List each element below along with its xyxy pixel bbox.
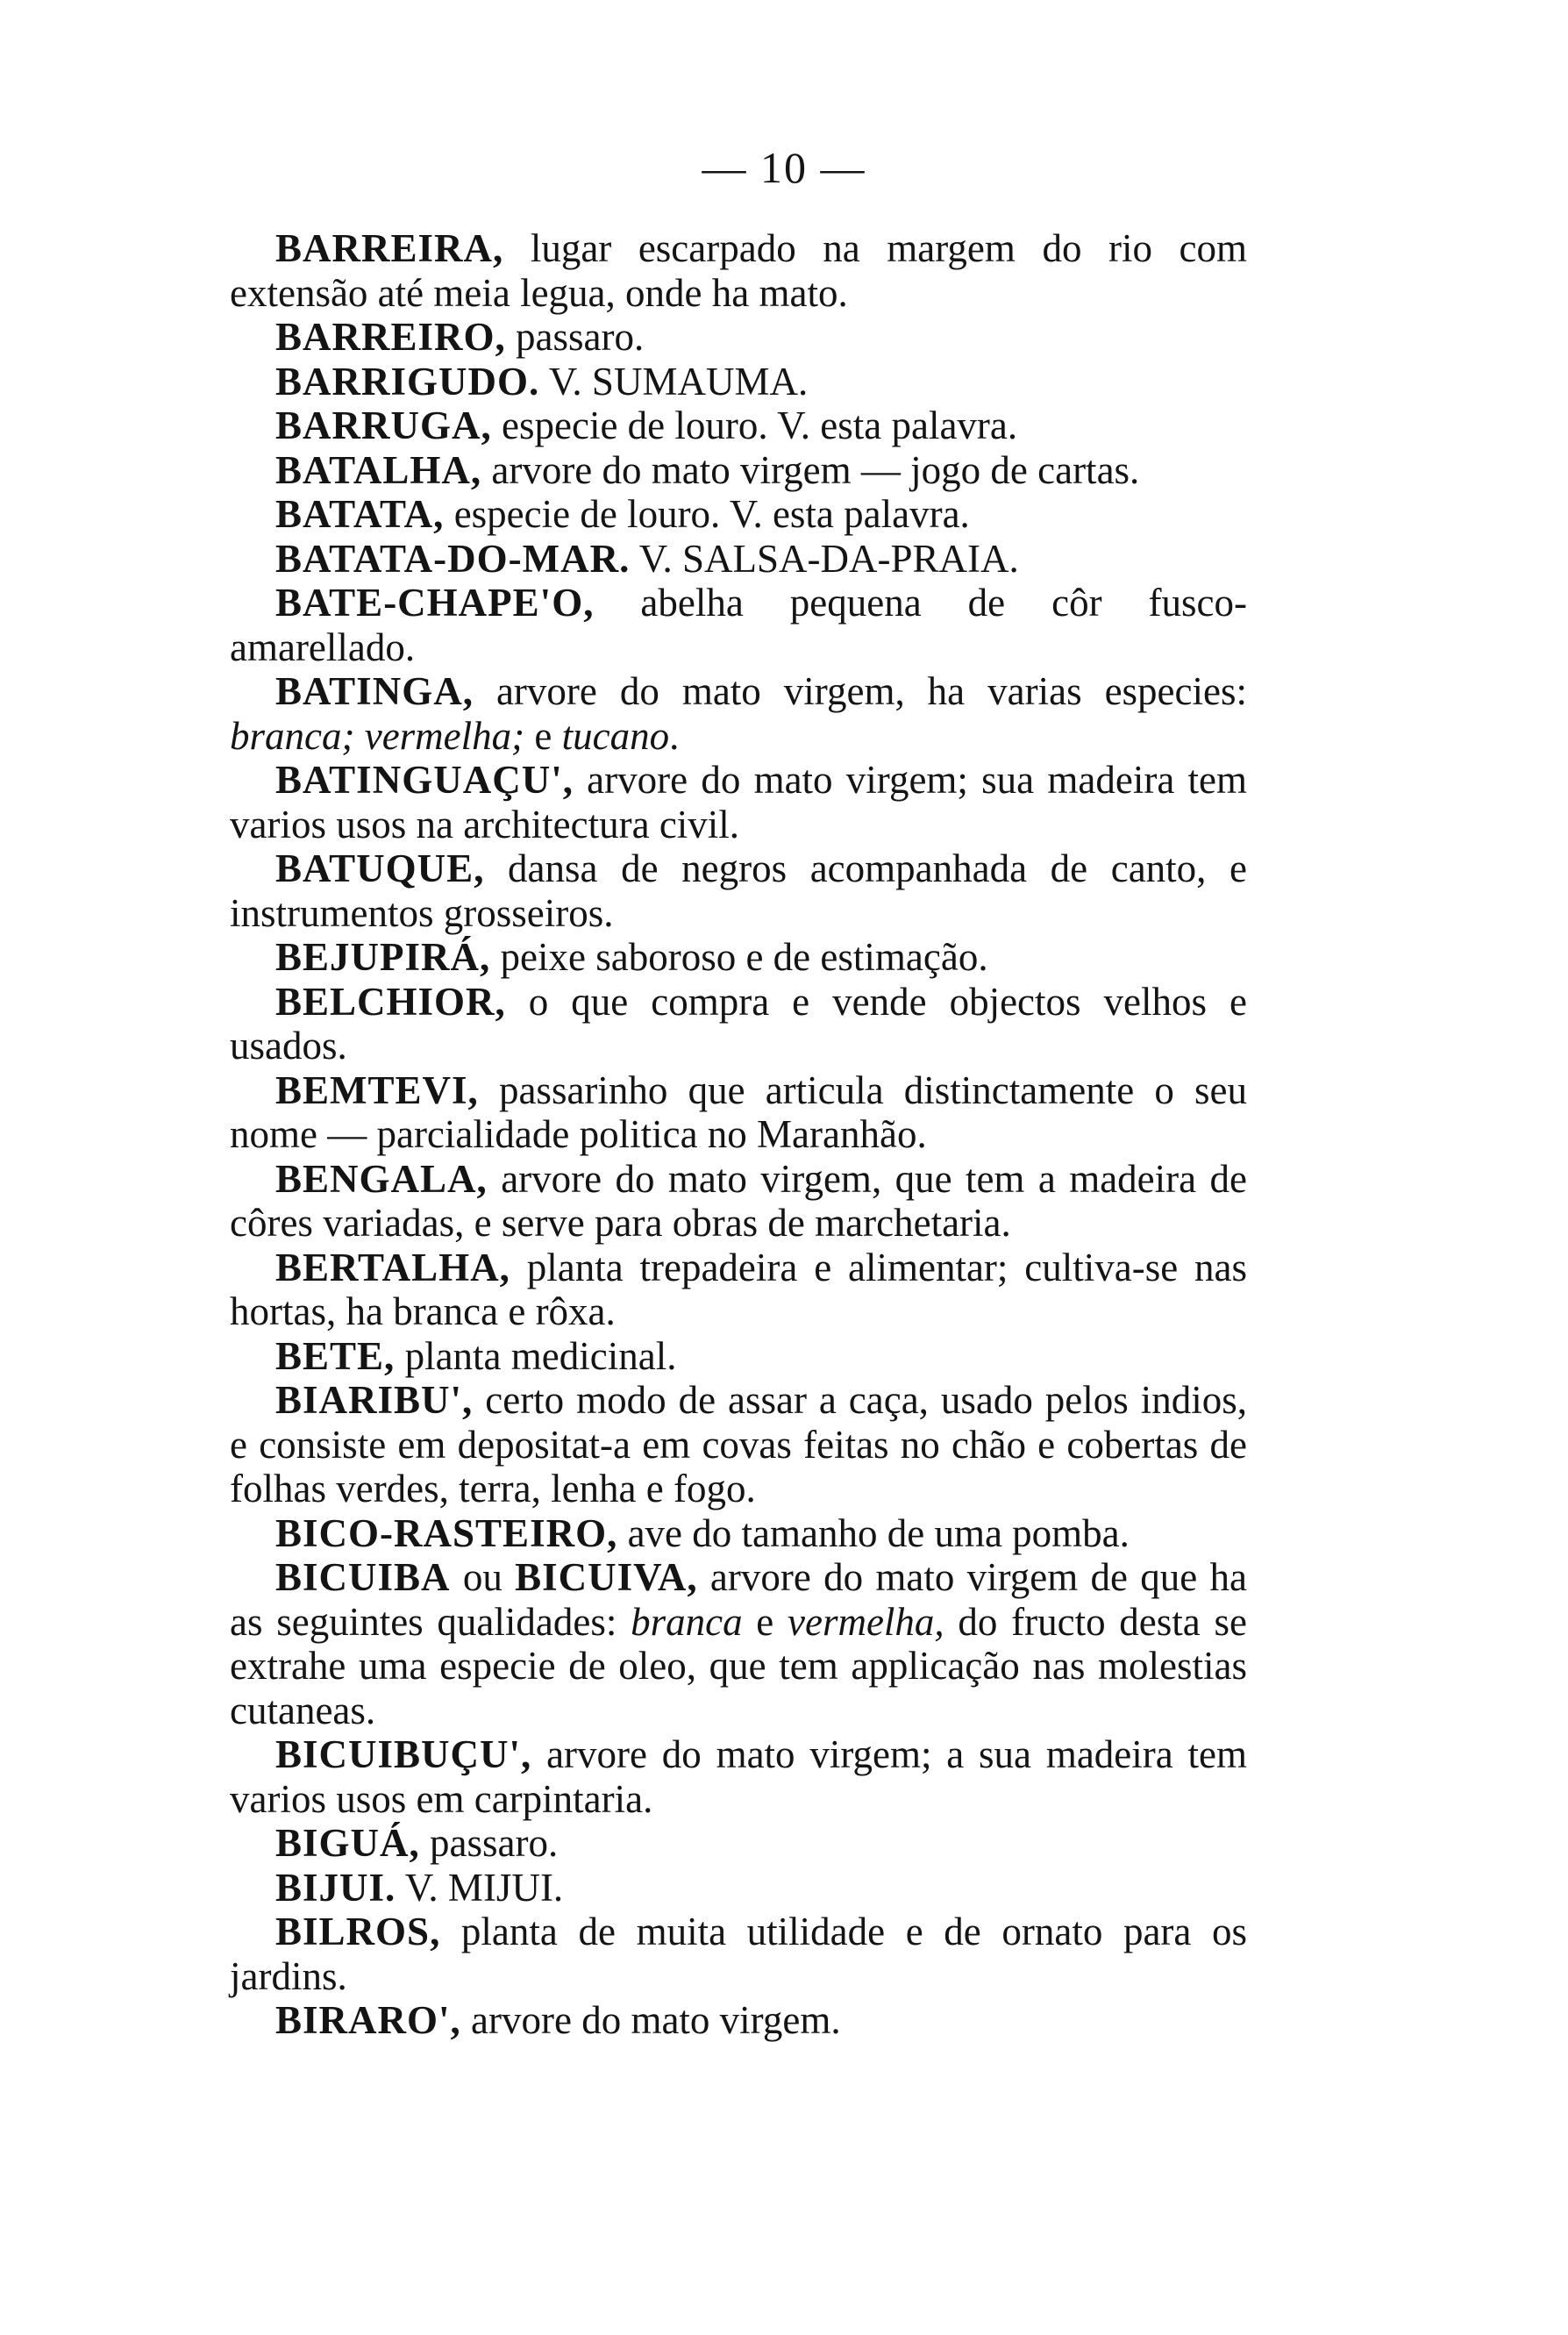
entry-definition: V. SALSA-DA-PRAIA. [630, 536, 1019, 581]
entry-italic-term: tucano [561, 713, 670, 758]
entry-headword: BATALHA, [275, 447, 482, 492]
entry-headword: BATATA-DO-MAR. [275, 536, 631, 581]
entry-headword: BENGALA, [275, 1156, 488, 1201]
dictionary-entry [230, 448, 1247, 493]
entry-definition: arvore do mato virgem; a sua madeira tem varios usos em carpintaria. [230, 1732, 1247, 1821]
entry-headword: BELCHIOR, [275, 979, 506, 1024]
dictionary-entry [230, 315, 1247, 360]
entry-italic-term: vermelha, [788, 1599, 944, 1644]
entry-headword: BATINGUAÇU', [275, 758, 574, 802]
entry-headword: BATATA, [275, 492, 445, 536]
entry-definition: especie de louro. V. esta palavra. [444, 492, 970, 536]
dictionary-entry [230, 1334, 1247, 1379]
entry-definition: lugar escarpado na margem do rio com extensão até meia legua, onde ha mato. [230, 226, 1247, 315]
entry-definition: passarinho que articula distinctamente o seu nome — parcialidade politica no Maranhão. [230, 1068, 1247, 1156]
dictionary-entry [230, 1157, 1247, 1246]
entry-headword: BARRUGA, [275, 403, 492, 447]
entry-headword: BICUIBA [275, 1555, 451, 1599]
dictionary-entry [230, 1246, 1247, 1334]
entry-definition: passaro. [419, 1821, 559, 1865]
entry-headword: BICUIBUÇU', [275, 1732, 532, 1776]
entry-definition: o que compra e vende objectos velhos e usados. [230, 979, 1247, 1068]
entry-headword: BIJUI. [275, 1865, 396, 1910]
entry-headword: BARRIGUDO. [275, 359, 540, 403]
dictionary-entry [230, 1068, 1247, 1157]
entry-definition: abelha pequena de côr fusco-amarellado. [230, 581, 1247, 669]
dictionary-entry [230, 226, 1247, 315]
entry-headword: BETE, [275, 1333, 396, 1378]
entry-definition: ave do tamanho de uma pomba. [617, 1510, 1130, 1555]
dictionary-entry [230, 1866, 1247, 1910]
dictionary-entry [230, 1821, 1247, 1866]
entry-headword: BIARIBU', [275, 1378, 474, 1422]
entry-connector: ou [450, 1555, 516, 1599]
dictionary-entry [230, 581, 1247, 669]
entry-headword: BERTALHA, [275, 1245, 510, 1289]
entry-definition: V. SUMAUMA. [539, 359, 809, 403]
dictionary-entry [230, 1511, 1247, 1556]
entry-connector: e [524, 713, 562, 758]
entry-definition: arvore do mato virgem; sua madeira tem varios usos na architectura civil. [230, 758, 1247, 846]
dictionary-entry [230, 846, 1247, 935]
entry-headword: BEMTEVI, [275, 1068, 479, 1112]
dictionary-entries [230, 226, 1247, 2043]
entry-definition: arvore do mato virgem de que ha as seguintes qualidades: [230, 1555, 1248, 1644]
entry-headword: BILROS, [275, 1910, 441, 1953]
entry-headword: BATE-CHAPE'O, [275, 581, 595, 625]
entry-headword: BATINGA, [275, 669, 474, 713]
entry-definition: arvore do mato virgem — jogo de cartas. [481, 447, 1140, 492]
entry-definition: arvore do mato virgem, ha varias especies: [473, 669, 1247, 713]
entry-headword: BARREIRA, [275, 226, 504, 270]
entry-italic-term: branca; vermelha; [230, 713, 525, 758]
dictionary-entry [230, 980, 1247, 1068]
dictionary-entry [230, 537, 1247, 582]
entry-connector: e [742, 1599, 788, 1644]
entry-headword: BIRARO', [275, 1998, 461, 2042]
dictionary-entry [230, 1732, 1247, 1821]
dictionary-entry [230, 492, 1247, 537]
entry-definition: arvore do mato virgem. [460, 1998, 841, 2042]
dictionary-entry [230, 1555, 1247, 1732]
entry-definition: dansa de negros acompanhada de canto, e instrumentos grosseiros. [230, 846, 1247, 935]
entry-definition: certo modo de assar a caça, usado pelos indios, e consiste em depositat-a em covas feitas no chão e cobertas de folhas verdes, terra, lenha e fogo. [230, 1378, 1247, 1510]
entry-definition: planta trepadeira e alimentar; cultiva-se nas hortas, ha branca e rôxa. [230, 1245, 1247, 1333]
entry-definition: planta medicinal. [395, 1333, 677, 1378]
dictionary-entry [230, 758, 1247, 846]
entry-definition: planta de muita utilidade e de ornato para os jardins. [230, 1910, 1247, 1998]
page-number: — 10 — [702, 143, 866, 192]
dictionary-entry [230, 403, 1247, 448]
dictionary-entry [230, 669, 1247, 758]
entry-tail: do fructo desta se extrahe uma especie de oleo, que tem applicação nas molestias cutaneas. [230, 1599, 1247, 1732]
dictionary-entry [230, 360, 1247, 404]
entry-definition: especie de louro. V. esta palavra. [491, 403, 1018, 447]
dictionary-entry [230, 1378, 1247, 1511]
entry-italic-term: branca [631, 1599, 743, 1644]
entry-tail: . [669, 713, 680, 758]
entry-headword: BEJUPIRÁ, [275, 935, 491, 979]
entry-headword: BARREIRO, [275, 315, 506, 359]
entry-definition: arvore do mato virgem, que tem a madeira de côres variadas, e serve para obras de marchetaria. [230, 1156, 1247, 1245]
entry-headword: BIGUÁ, [275, 1821, 420, 1865]
entry-headword: BICO-RASTEIRO, [275, 1510, 618, 1555]
entry-definition: V. MIJUI. [396, 1865, 564, 1910]
entry-headword-variant: BICUIVA, [515, 1555, 698, 1599]
entry-definition: passaro. [505, 315, 645, 359]
dictionary-entry [230, 1998, 1247, 2043]
entry-definition: peixe saboroso e de estimação. [490, 935, 988, 979]
dictionary-entry [230, 935, 1247, 980]
dictionary-entry [230, 1910, 1247, 1998]
entry-headword: BATUQUE, [275, 846, 485, 890]
